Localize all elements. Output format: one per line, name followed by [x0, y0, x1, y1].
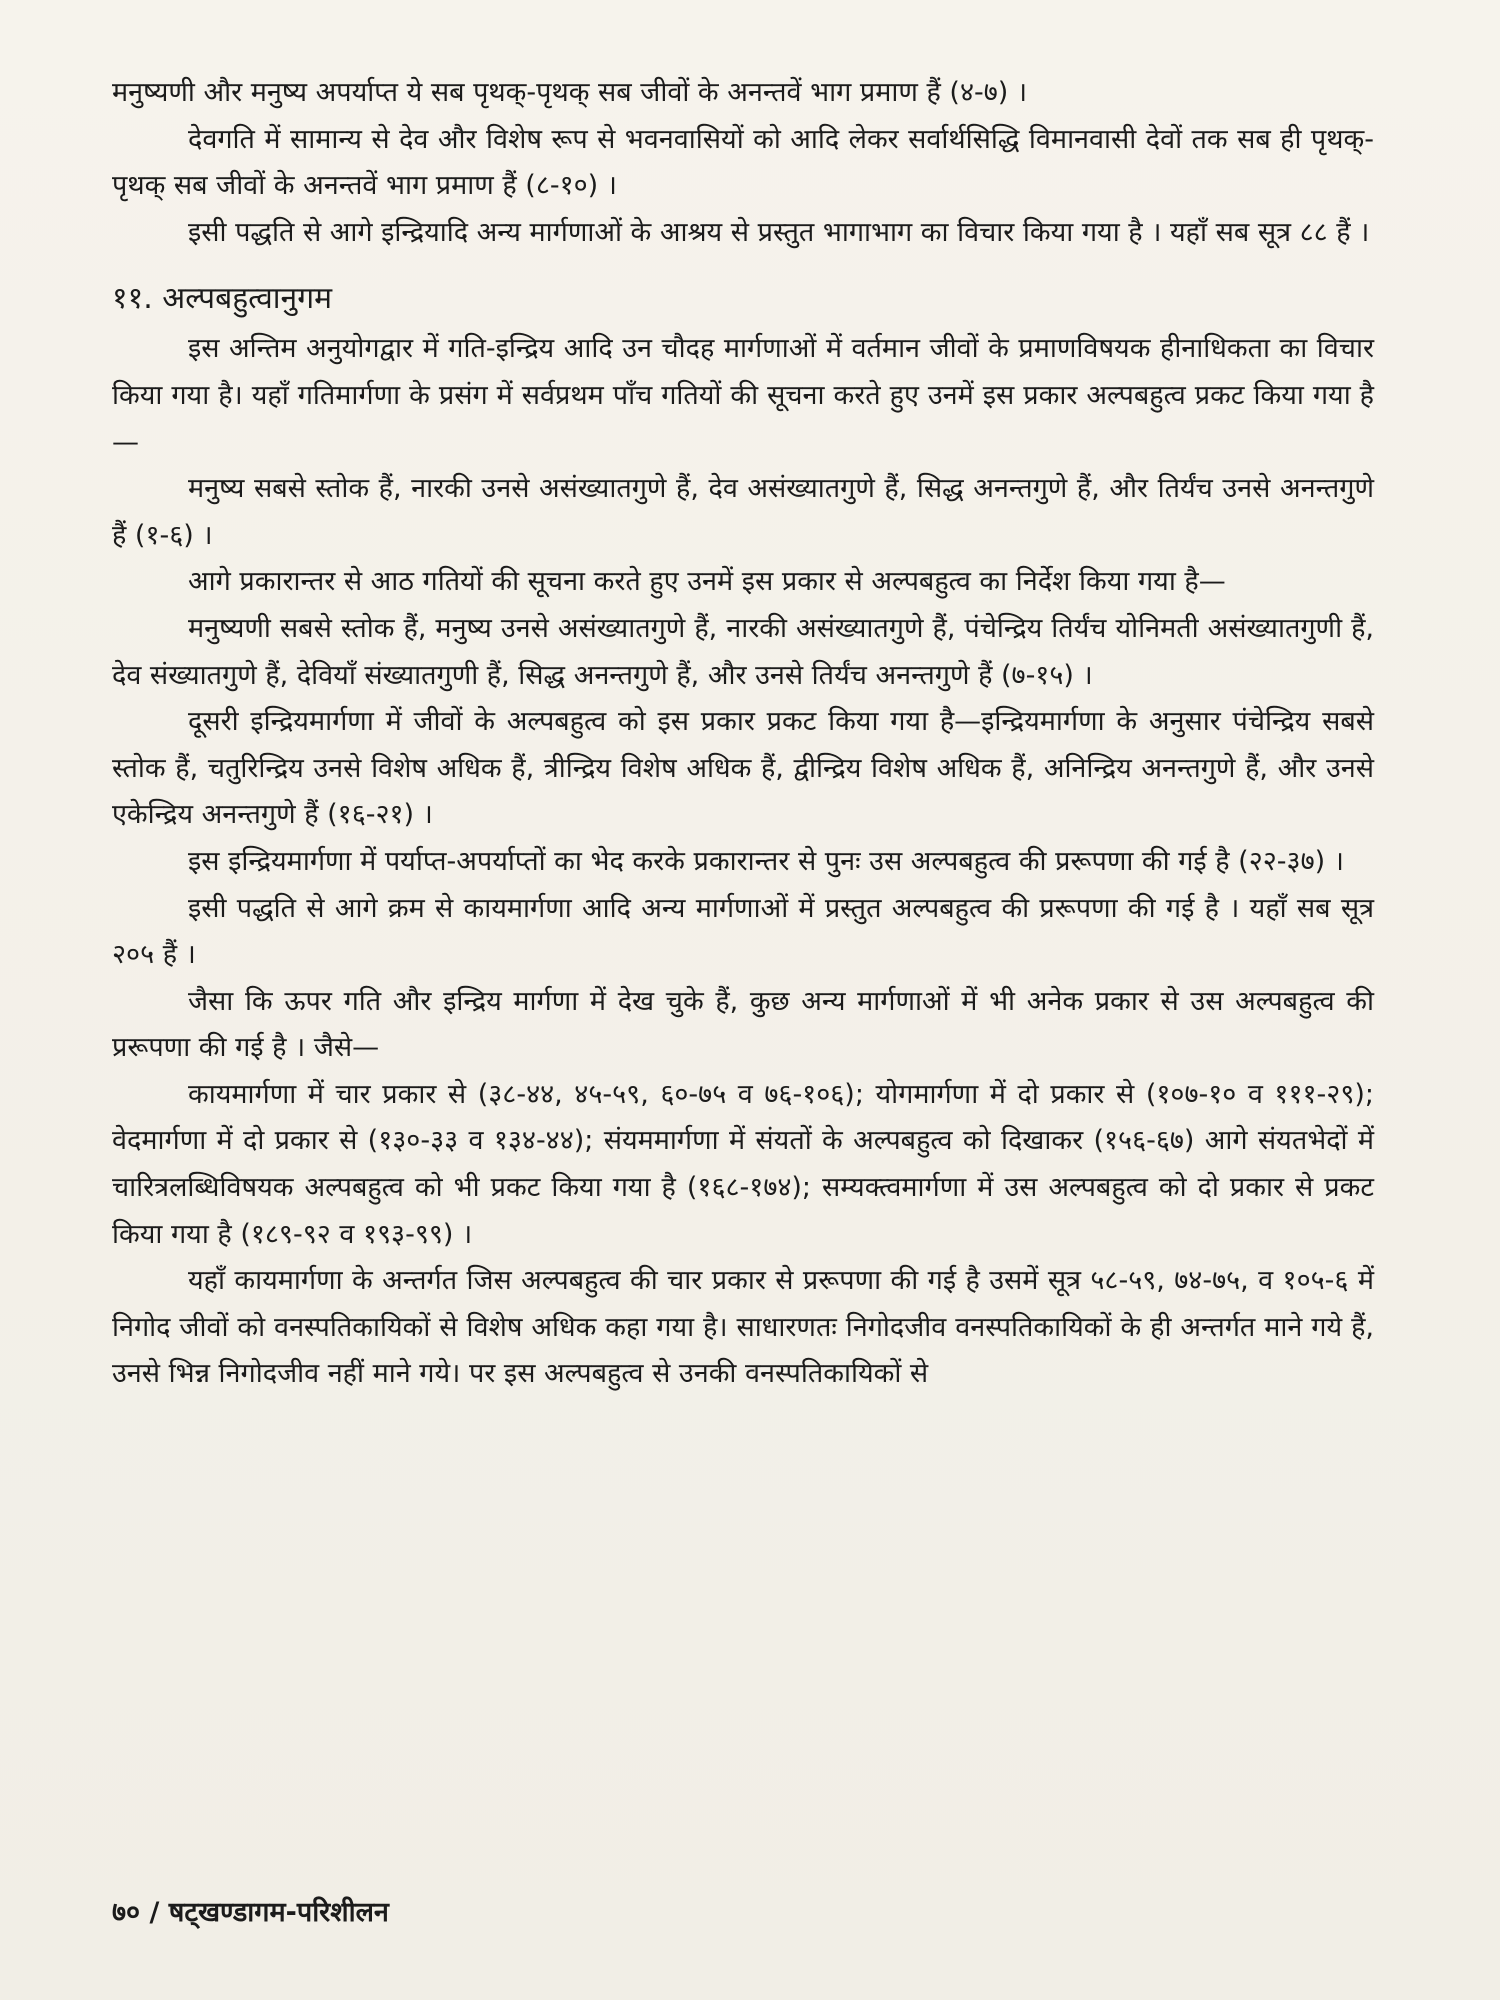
paragraph-4: इस अन्तिम अनुयोगद्वार में गति-इन्द्रिय आदि उन चौदह मार्गणाओं में वर्तमान जीवों के प्रमाणविषयक हीनाधिकता का विचार किया गया है। यहाँ गतिमार्गणा के प्रसंग में सर्वप्रथम पाँच गतियों की सूचना करते हुए उनमें इस प्रकार अल्पबहुत्व प्रकट किया गया है— — [112, 333, 1374, 458]
paragraph-12: कायमार्गणा में चार प्रकार से (३८-४४, ४५-५९, ६०-७५ व ७६-१०६); योगमार्गणा में दो प्रकार से (१०७-१० व १११-२९); वेदमार्गणा में दो प्रकार से (१३०-३३ व १३४-४४); संयममार्गणा में संयतों के अल्पबहुत्व को दिखाकर (१५६-६७) आगे संयतभेदों में चारित्रलब्धिविषयक अल्पबहुत्व को भी प्रकट किया गया है (१६८-१७४); सम्यक्त्वमार्गणा में उस अल्पबहुत्व को दो प्रकार से प्रकट किया गया है (१८९-९२ व १९३-९९) । — [112, 1078, 1374, 1250]
paragraph-6: आगे प्रकारान्तर से आठ गतियों की सूचना करते हुए उनमें इस प्रकार से अल्पबहुत्व का निर्देश किया गया है— — [188, 566, 1226, 598]
paragraph-13: यहाँ कायमार्गणा के अन्तर्गत जिस अल्पबहुत्व की चार प्रकार से प्ररूपणा की गई है उसमें सूत्र ५८-५९, ७४-७५, व १०५-६ में निगोद जीवों को वनस्पतिकायिकों से विशेष अधिक कहा गया है। साधारणतः निगोदजीव वनस्पतिकायिकों के ही अन्तर्गत माने गये हैं, उनसे भिन्न निगोदजीव नहीं माने गये। पर इस अल्पबहुत्व से उनकी वनस्पतिकायिकों से — [112, 1265, 1374, 1390]
paragraph-2: देवगति में सामान्य से देव और विशेष रूप से भवनवासियों को आदि लेकर सर्वार्थसिद्धि विमानवासी देवों तक सब ही पृथक्-पृथक् सब जीवों के अनन्तवें भाग प्रमाण हैं (८-१०) । — [112, 123, 1374, 202]
paragraph-5: मनुष्य सबसे स्तोक हैं, नारकी उनसे असंख्यातगुणे हैं, देव असंख्यातगुणे हैं, सिद्ध अनन्तगुणे हैं, और तिर्यंच उनसे अनन्तगुणे हैं (१-६) । — [112, 473, 1374, 551]
paragraph-10: इसी पद्धति से आगे क्रम से कायमार्गणा आदि अन्य मार्गणाओं में प्रस्तुत अल्पबहुत्व की प्ररूपणा की गई है । यहाँ सब सूत्र २०५ हैं । — [112, 892, 1374, 971]
paragraph-7: मनुष्यणी सबसे स्तोक हैं, मनुष्य उनसे असंख्यातगुणे हैं, नारकी असंख्यातगुणे हैं, पंचेन्द्रिय तिर्यंच योनिमती असंख्यातगुणी हैं, देव संख्यातगुणे हैं, देवियाँ संख्यातगुणी हैं, सिद्ध अनन्तगुणे हैं, और उनसे तिर्यंच अनन्तगुणे हैं (७-१५) । — [112, 612, 1374, 691]
paragraph-3: इसी पद्धति से आगे इन्द्रियादि अन्य मार्गणाओं के आश्रय से प्रस्तुत भागाभाग का विचार किया गया है । यहाँ सब सूत्र ८८ हैं । — [188, 216, 1370, 248]
page-footer: ७० / षट्खण्डागम-परिशीलन — [112, 1897, 389, 1928]
paragraph-1: मनुष्यणी और मनुष्य अपर्याप्त ये सब पृथक्-पृथक् सब जीवों के अनन्तवें भाग प्रमाण हैं (४-७) । — [112, 77, 1028, 108]
page-body — [112, 70, 1374, 1398]
paragraph-8: दूसरी इन्द्रियमार्गणा में जीवों के अल्पबहुत्व को इस प्रकार प्रकट किया गया है—इन्द्रियमार्गणा के अनुसार पंचेन्द्रिय सबसे स्तोक हैं, चतुरिन्द्रिय उनसे विशेष अधिक हैं, त्रीन्द्रिय विशेष अधिक हैं, द्वीन्द्रिय विशेष अधिक हैं, अनिन्द्रिय अनन्तगुणे हैं, और उनसे एकेन्द्रिय अनन्तगुणे हैं (१६-२१) । — [112, 706, 1374, 831]
paragraph-11: जैसा कि ऊपर गति और इन्द्रिय मार्गणा में देख चुके हैं, कुछ अन्य मार्गणाओं में भी अनेक प्रकार से उस अल्पबहुत्व की प्ररूपणा की गई है । जैसे— — [112, 985, 1374, 1064]
section-heading: ११. अल्पबहुत्वानुगम — [112, 281, 333, 317]
paragraph-9: इस इन्द्रियमार्गणा में पर्याप्त-अपर्याप्तों का भेद करके प्रकारान्तर से पुनः उस अल्पबहुत्व की प्ररूपणा की गई है (२२-३७) । — [188, 845, 1344, 877]
